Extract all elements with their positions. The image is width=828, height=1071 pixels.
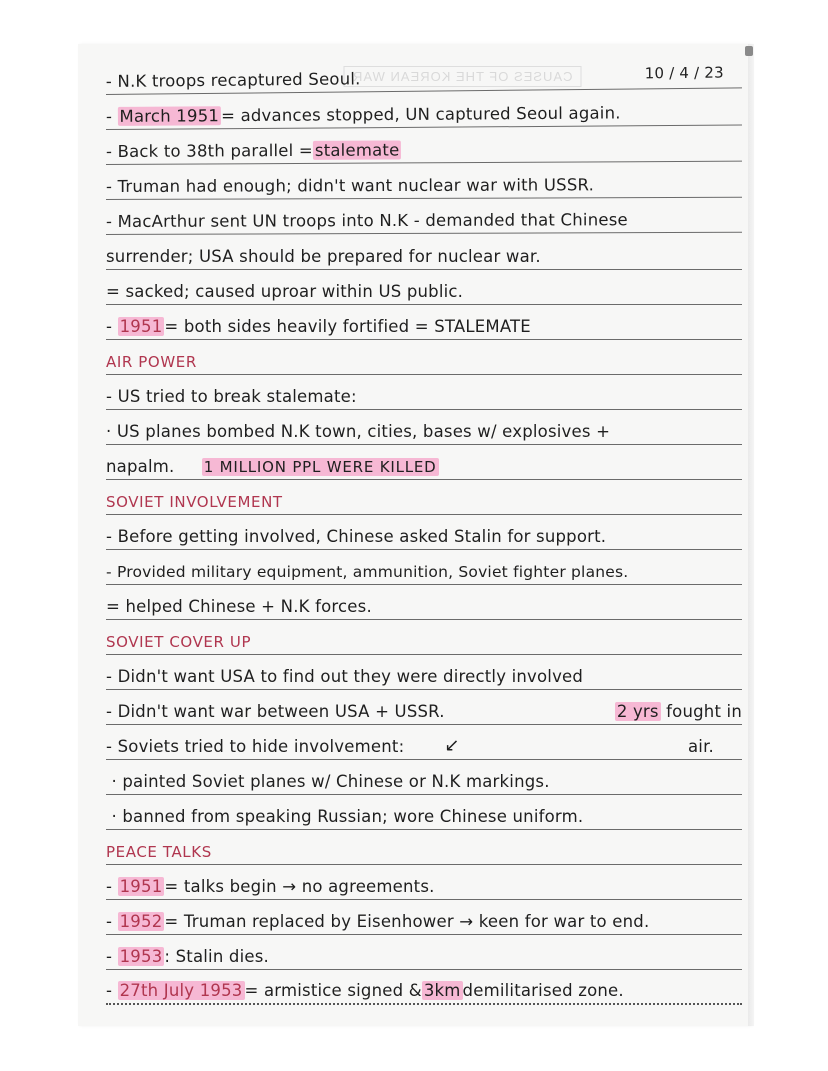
- arrow-icon: ↙: [444, 735, 460, 756]
- bullet: -: [105, 176, 113, 197]
- bullet: -: [105, 106, 113, 127]
- bullet: ·: [106, 422, 112, 441]
- bullet: -: [106, 317, 113, 336]
- section-heading-soviet-cover-up: [106, 622, 742, 655]
- note-line: [106, 657, 742, 690]
- note-line: [106, 129, 742, 165]
- highlighted-fact: 1 MILLION PPL WERE KILLED: [203, 458, 437, 476]
- heading-text: AIR POWER: [106, 353, 197, 371]
- note-text: surrender; USA should be prepared for nuclear war.: [106, 247, 541, 266]
- note-line: [106, 552, 742, 585]
- bullet: -: [105, 211, 113, 232]
- highlighted-distance: 3km: [423, 981, 461, 1000]
- note-line: [106, 587, 742, 620]
- note-line: [106, 762, 742, 795]
- note-text: Didn't want USA to find out they were directly involved: [117, 667, 584, 686]
- note-line: [106, 377, 742, 410]
- bullet: -: [105, 71, 113, 92]
- note-line: [106, 972, 742, 1005]
- highlighted-date: 1952: [119, 912, 163, 931]
- note-line: [106, 307, 742, 340]
- note-text: demilitarised zone.: [462, 981, 624, 1000]
- note-text: sacked; caused uproar within US public.: [125, 282, 464, 301]
- note-line: [106, 517, 742, 550]
- bullet: -: [106, 667, 113, 686]
- note-text: Back to 38th parallel =: [117, 140, 313, 161]
- note-line: [106, 727, 742, 760]
- note-line: [106, 447, 742, 480]
- section-heading-air-power: [106, 342, 742, 375]
- page-corner: [745, 46, 753, 56]
- page-edge: [748, 44, 754, 1026]
- ghost-title: CAUSES OF THE KOREAN WAR: [343, 66, 581, 87]
- note-text: Soviets tried to hide involvement:: [117, 737, 405, 756]
- note-text: US tried to break stalemate:: [117, 387, 357, 406]
- note-line: [106, 692, 742, 725]
- section-heading-soviet-involvement: [106, 482, 742, 515]
- highlighted-duration: 2 yrs: [616, 702, 659, 721]
- bullet: -: [106, 912, 113, 931]
- note-text: MacArthur sent UN troops into N.K - demanded that Chinese: [117, 210, 628, 231]
- note-text: = Truman replaced by Eisenhower → keen for war to end.: [164, 912, 650, 931]
- note-line: [106, 55, 742, 95]
- note-line: [106, 200, 742, 235]
- note-text: Provided military equipment, ammunition, Soviet fighter planes.: [116, 563, 629, 581]
- note-text: N.K troops recaptured Seoul.: [117, 69, 361, 91]
- note-text: = talks begin → no agreements.: [164, 877, 435, 896]
- highlighted-date: 27th July 1953: [119, 981, 243, 1000]
- note-text: = armistice signed &: [244, 981, 422, 1000]
- bullet: ·: [111, 807, 117, 826]
- heading-text: SOVIET INVOLVEMENT: [106, 493, 283, 511]
- bullet: -: [106, 737, 113, 756]
- note-text: napalm.: [106, 457, 175, 476]
- bullet: =: [106, 597, 121, 616]
- note-line: [106, 165, 742, 200]
- bullet: -: [106, 387, 113, 406]
- section-heading-peace-talks: [106, 832, 742, 865]
- bullet: -: [106, 947, 113, 966]
- heading-text: PEACE TALKS: [106, 843, 212, 861]
- note-text: = advances stopped, UN captured Seoul again.: [220, 103, 621, 126]
- highlighted-date: 1953: [119, 947, 163, 966]
- note-line: [106, 797, 742, 830]
- note-line: [106, 93, 742, 130]
- note-text: = both sides heavily fortified = STALEMATE: [164, 317, 531, 336]
- note-text: Didn't want war between USA + USSR.: [117, 702, 445, 721]
- bullet: -: [106, 877, 113, 896]
- highlighted-date: 1951: [119, 877, 163, 896]
- note-text: : Stalin dies.: [164, 947, 269, 966]
- bullet: -: [106, 563, 112, 581]
- note-line: [106, 937, 742, 970]
- note-text: US planes bombed N.K town, cities, bases w/ explosives +: [116, 422, 611, 441]
- note-line: [106, 867, 742, 900]
- note-line: [106, 272, 742, 305]
- bullet: =: [106, 282, 121, 301]
- bullet: -: [106, 702, 113, 721]
- side-note-text: air.: [687, 737, 714, 756]
- note-line: [106, 902, 742, 935]
- note-text: Truman had enough; didn't want nuclear war with USSR.: [117, 175, 595, 196]
- notebook-page: [78, 44, 750, 1026]
- highlighted-date: 1951: [119, 317, 163, 336]
- note-text: Before getting involved, Chinese asked Stalin for support.: [117, 527, 607, 546]
- note-text: banned from speaking Russian; wore Chinese uniform.: [122, 807, 584, 826]
- highlighted-term: stalemate: [314, 140, 400, 160]
- highlighted-date: March 1951: [119, 106, 220, 126]
- bullet: -: [106, 527, 113, 546]
- note-line: [106, 412, 742, 445]
- bullet: -: [105, 141, 113, 162]
- page-date: 10 / 4 / 23: [644, 63, 724, 83]
- bullet: ·: [111, 772, 117, 791]
- heading-text: SOVIET COVER UP: [106, 633, 252, 651]
- note-line: [106, 237, 742, 270]
- bullet: -: [106, 981, 113, 1000]
- side-note: [615, 702, 742, 721]
- note-text: helped Chinese + N.K forces.: [125, 597, 372, 616]
- note-text: painted Soviet planes w/ Chinese or N.K markings.: [122, 772, 550, 791]
- side-note-text: fought in: [660, 702, 742, 721]
